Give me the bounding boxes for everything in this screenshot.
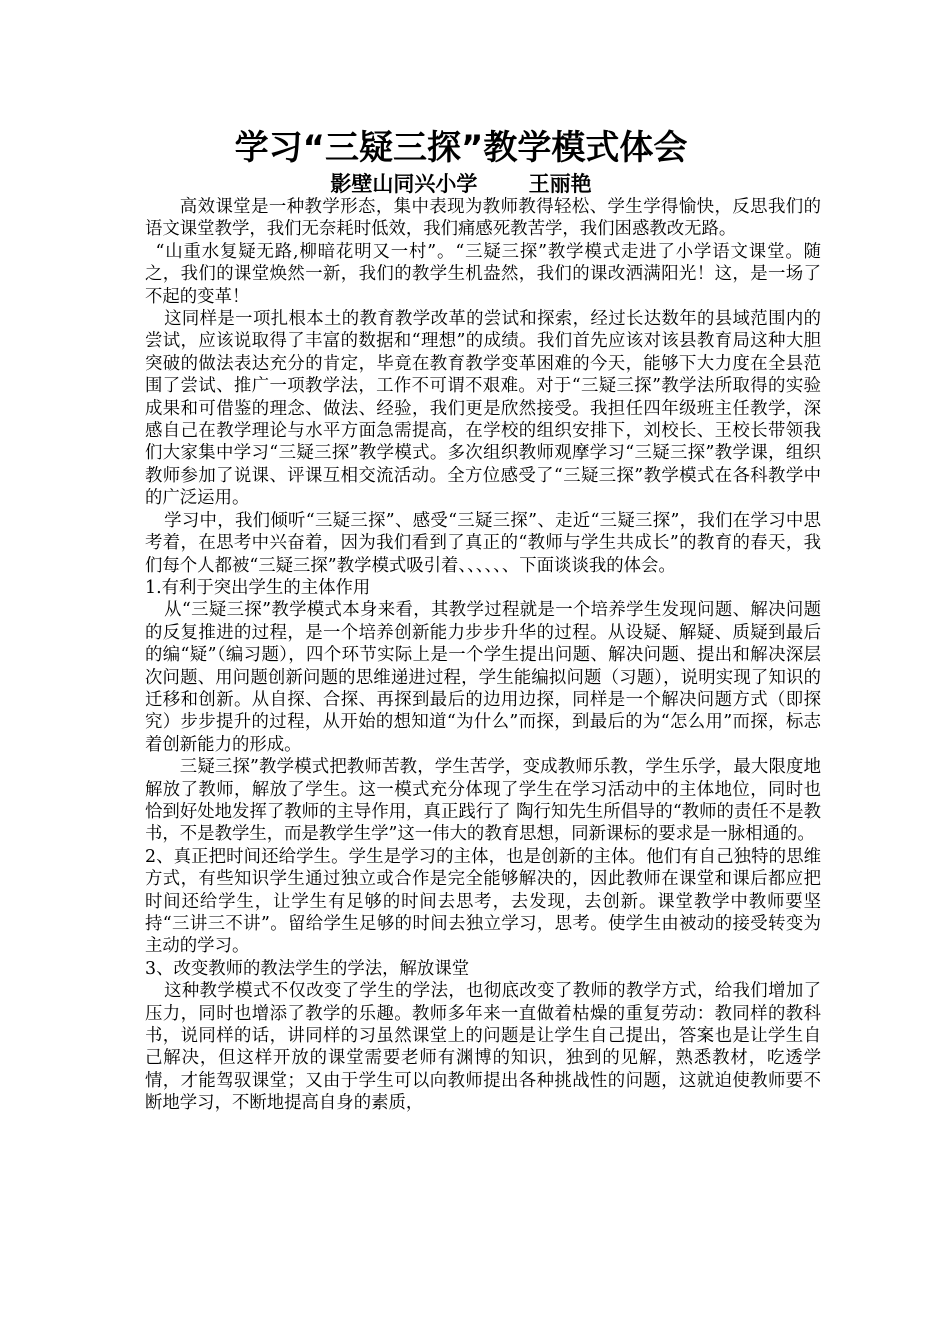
school-name: 影壁山同兴小学 — [330, 172, 478, 196]
document-body — [145, 196, 821, 1115]
paragraph: 这同样是一项扎根本土的教育教学改革的尝试和探索，经过长达数年的县域范围内的尝试，应该说取得了丰富的数据和“理想”的成绩。我们首先应该对该县教育局这种大胆突破的做法表达充分的肯定，毕竟在教育教学变革困难的今天，能够下大力度在全县范围了尝试、推广一项教学法，工作不可谓不艰难。对于“三疑三探”教学法所取得的实验成果和可借鉴的理念、做法、经验，我们更是欣然接受。我担任四年级班主任教学，深感自己在教学理论与水平方面急需提高，在学校的组织安排下，刘校长、王校长带领我们大家集中学习“三疑三探”教学模式。多次组织教师观摩学习“三疑三探”教学课，组织教师参加了说课、评课互相交流活动。全方位感受了“三疑三探”教学模式在各科教学中的广泛运用。 — [145, 309, 821, 509]
section-heading: 3、改变教师的教法学生的学法，解放课堂 — [145, 958, 470, 979]
paragraph: 高效课堂是一种教学形态，集中表现为教师教得轻松、学生学得愉快，反思我们的语文课堂教学，我们无奈耗时低效，我们痛感死教苦学，我们困惑教改无路。 — [145, 197, 821, 240]
paragraph: 从“三疑三探”教学模式本身来看，其教学过程就是一个培养学生发现问题、解决问题的反复推进的过程，是一个培养创新能力步步升华的过程。从设疑、解疑、质疑到最后的编“疑”（编习题），四个环节实际上是一个学生提出问题、解决问题、提出和解决深层次问题、用问题创新问题的思维递进过程，学生能编拟问题（习题），说明实现了知识的迁移和创新。从自探、合探、再探到最后的边用边探，同样是一个解决问题方式（即探究）步步提升的过程，从开始的想知道“为什么”而探，到最后的为“怎么用”而探，标志着创新能力的形成。 — [145, 600, 821, 755]
paragraph: “山重水复疑无路,柳暗花明又一村”。“三疑三探”教学模式走进了小学语文课堂。随之，我们的课堂焕然一新，我们的教学生机盎然，我们的课改洒满阳光！这，是一场了不起的变革！ — [145, 241, 821, 307]
paragraph: 这种教学模式不仅改变了学生的学法，也彻底改变了教师的教学方式，给我们增加了压力，同时也增添了教学的乐趣。教师多年来一直做着枯燥的重复劳动：教同样的教科书，说同样的话，讲同样的习虽然课堂上的问题是让学生自己提出，答案也是让学生自己解决，但这样开放的课堂需要老师有渊博的知识，独到的见解，熟悉教材，吃透学情，才能驾驭课堂；又由于学生可以向教师提出各种挑战性的问题，这就迫使教师要不断地学习，不断地提高自身的素质， — [145, 981, 821, 1114]
author-name: 王丽艳 — [528, 172, 592, 196]
paragraph: 2、真正把时间还给学生。学生是学习的主体，也是创新的主体。他们有自己独特的思维方式，有些知识学生通过独立或合作是完全能够解决的，因此教师在课堂和课后都应把时间还给学生，让学生有足够的时间去思考，去发现，去创新。课堂教学中教师要坚持“三讲三不讲”。留给学生足够的时间去独立学习，思考。使学生由被动的接受转变为主动的学习。 — [145, 846, 821, 957]
paragraph: 三疑三探”教学模式把教师苦教，学生苦学，变成教师乐教，学生乐学，最大限度地解放了教师，解放了学生。这一模式充分体现了学生在学习活动中的主体地位，同时也恰到好处地发挥了教师的主导作用，真正践行了 陶行知先生所倡导的“教师的责任不是教书，不是教学生，而是教学生学”这一伟大的教育思想，同新课标的要求是一脉相通的。 — [145, 757, 821, 845]
paragraph: 学习中，我们倾听“三疑三探”、感受“三疑三探”、走近“三疑三探”，我们在学习中思考着，在思考中兴奋着，因为我们看到了真正的“教师与学生共成长”的教育的春天，我们每个人都被“三疑三探”教学模式吸引着、、、、、、下面谈谈我的体会。 — [145, 510, 821, 576]
document-title: 学习“三疑三探”教学模式体会 — [234, 128, 688, 168]
section-heading: 1.有利于突出学生的主体作用 — [145, 577, 371, 598]
byline — [0, 171, 922, 197]
